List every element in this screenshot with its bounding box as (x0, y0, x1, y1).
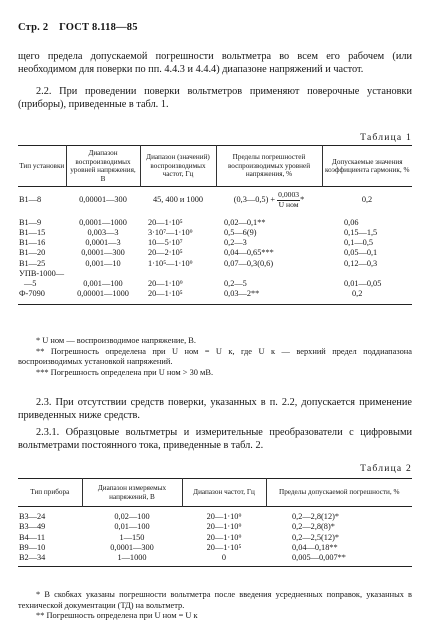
section-2-2: 2.2. При проведении поверки вольтметров применяют поверочные установки (приборы), приведенные в табл. 1. (18, 85, 412, 111)
table-cell: В4—11 (19, 532, 45, 542)
table-cell: 0,1—0,5 (344, 238, 374, 248)
table-cell: 0,2 (361, 195, 373, 205)
section-2-3: 2.3. При отсутствии средств поверки, указанных в п. 2.2, допускается применение приведенных ниже средств. (18, 397, 412, 422)
table-row (18, 289, 412, 304)
table2-header-cell: Диапазон частот, Гц (182, 479, 266, 507)
table-cell: Ф-7090 (18, 289, 66, 304)
table2-footnote-2: ** Погрешность определена при U ном = U к (36, 611, 198, 621)
table1-footnote-1: * U ном — воспроизводимое напряжение, В. (36, 336, 196, 345)
table-cell: 20—1·10⁵ (206, 542, 242, 552)
table2-header-cell: Диапазон измеряемых напряжений, В (82, 479, 182, 507)
table-cell: 20—2·10⁵ (148, 248, 183, 258)
table-cell: 0,003—3 (87, 228, 119, 238)
table-1 (18, 145, 412, 305)
table-cell: В1—20 (19, 248, 46, 258)
table-cell: 0,0001—3 (85, 238, 121, 248)
table-cell (140, 269, 216, 279)
table1-header-row (18, 146, 412, 187)
table-cell: 0,15—1,5 (344, 228, 378, 238)
table-row (18, 259, 412, 269)
table-row (18, 213, 412, 228)
table2-footnote-1: * В скобках указаны погрешности вольтметра после введения усредненных поправок, указанных в технической документации (ТД) на вольтметр. (18, 590, 412, 610)
table-cell: 20—1·10⁵ (140, 289, 216, 304)
table-cell: 20—1·10⁹ (206, 532, 242, 542)
table-cell: В3—24 (19, 512, 46, 522)
table-cell: 0,001—10 (85, 258, 121, 268)
table1-footnote-2: ** Погрешность определена при U ном = U к, где U к — верхний предел поддиапазона воспроизводимых установкой напряжений. (18, 346, 412, 367)
fraction-numerator: 0,0003 (278, 190, 300, 200)
table-cell (66, 269, 140, 279)
table-cell: УПВ-1000— (19, 268, 65, 278)
table-cell: В1—9 (19, 217, 42, 227)
table-cell: 0,01—0,05 (344, 279, 382, 289)
table-row (18, 228, 412, 238)
table-cell: 0,0001—1000 (79, 217, 127, 227)
table-cell: 0,01—100 (114, 522, 150, 532)
table1-header-cell: Диапазон воспроизводимых уровней напряжения, В (66, 146, 140, 187)
table-cell: 0,005—0,007** (266, 553, 412, 567)
table-cell: 0,2—5 (224, 279, 247, 289)
table-cell: 20—1·10⁹ (206, 522, 242, 532)
table-row (18, 507, 412, 523)
table-row (18, 248, 412, 258)
table-cell: 0,2—2,8(8)* (292, 522, 335, 532)
table-cell: 1—150 (119, 532, 145, 542)
table-cell (216, 269, 322, 279)
table-cell: 10—5·10⁷ (148, 238, 183, 248)
table2-header-row (18, 479, 412, 507)
table-row (18, 522, 412, 532)
table-cell: 0,2—3 (224, 238, 247, 248)
table-row (18, 238, 412, 248)
table-cell: В3—49 (19, 522, 46, 532)
table-cell: 0,0001—300 (81, 248, 125, 258)
error-formula-prefix: (0,3—0,5) + (233, 195, 276, 205)
table-cell: 0 (182, 553, 266, 567)
table-2 (18, 478, 412, 567)
table-cell: 1·10⁵—1·10⁹ (148, 258, 193, 268)
table-cell: —5 (24, 279, 37, 289)
page-number: Стр. 2 (18, 22, 49, 33)
table-row (18, 543, 412, 553)
table-cell: 0,0001—300 (110, 542, 154, 552)
section-2-3-1: 2.3.1. Образцовые вольтметры и измерительные преобразователи с цифровыми вольтметрами постоянного тока, приведенные в табл. 2. (18, 426, 412, 452)
table1-footnote-3: *** Погрешность определена при U ном > 30 мВ. (36, 367, 214, 377)
table-cell: 45, 400 и 1000 (152, 195, 204, 205)
table-cell: 20—1·10⁹ (206, 512, 242, 522)
table-row (18, 187, 412, 213)
table-cell: 0,06 (344, 217, 359, 227)
table2-header-cell: Тип прибора (30, 488, 70, 497)
table1-header-cell: Допускаемые значения коэффициента гармоник, % (322, 146, 412, 187)
table-cell: 0,04—0,18** (292, 542, 338, 552)
table-cell: 20—1·10⁵ (148, 217, 183, 227)
table-cell: В1—8 (19, 195, 42, 205)
table-cell: 0,2—2,8(12)* (292, 512, 340, 522)
table-cell: 0,00001—1000 (66, 289, 140, 304)
table-cell: В1—15 (19, 228, 46, 238)
table-row (18, 553, 412, 567)
table-cell: 0,12—0,3 (344, 258, 378, 268)
table-cell (322, 269, 412, 279)
table-row (18, 533, 412, 543)
standard-code: ГОСТ 8.118—85 (59, 22, 138, 33)
error-formula-fraction (277, 191, 300, 209)
page-header (18, 22, 138, 33)
table1-caption: Таблица 1 (360, 132, 412, 143)
table-row (18, 279, 412, 289)
intro-paragraph: щего предела допускаемой погрешности вольтметра во всем его рабочем (или необходимом для поверки по пп. 4.4.3 и 4.4.4) диапазоне напряжений и частот. (18, 51, 412, 76)
table-cell: 0,07—0,3(0,6) (224, 258, 274, 268)
error-formula-suffix: * (300, 195, 305, 205)
table-cell: В1—25 (19, 258, 46, 268)
table1-header-cell: Тип установки (19, 161, 65, 170)
table2-caption: Таблица 2 (360, 463, 412, 474)
table-cell (216, 187, 322, 213)
table-cell: 0,05—0,1 (344, 248, 378, 258)
table-cell: В1—16 (19, 238, 46, 248)
table-cell: 1—1000 (82, 553, 182, 567)
table1-header-cell: Диапазон (значений) воспроизводимых частот, Гц (140, 146, 216, 187)
table-cell: 0,02—100 (114, 512, 150, 522)
table-cell: В2—34 (18, 553, 82, 567)
table-cell: 20—1·10⁹ (148, 279, 183, 289)
table-cell: 3·10⁷—1·10⁹ (148, 228, 193, 238)
table-cell: В9—10 (19, 542, 46, 552)
fraction-denominator: U ном (278, 199, 299, 209)
table-cell: 0,02—0,1** (224, 217, 266, 227)
table-cell: 0,2 (322, 289, 412, 304)
table-cell: 0,5—6(9) (224, 228, 257, 238)
table-cell: 0,04—0,65*** (224, 248, 274, 258)
table2-header-cell: Пределы допускаемой погрешности, % (266, 479, 412, 507)
table-cell: 0,03—2** (216, 289, 322, 304)
table-cell: 0,2—2,5(12)* (292, 532, 340, 542)
table-row (18, 269, 412, 279)
table-cell: 0,001—100 (83, 279, 123, 289)
table-cell: 0,00001—300 (79, 195, 127, 205)
table1-header-cell: Пределы погрешностей воспроизводимых уровней напряжения, % (216, 146, 322, 187)
